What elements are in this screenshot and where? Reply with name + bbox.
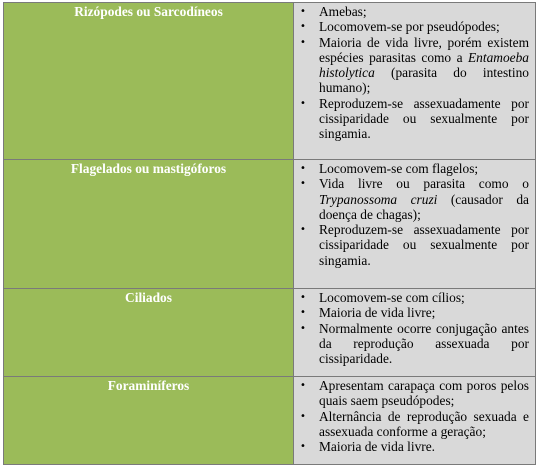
- list-item: • Vida livre ou parasita como o Trypanossoma cruzi (causador da doença de chagas);: [300, 176, 529, 222]
- list-item: • Locomovem-se por pseudópodes;: [300, 19, 500, 35]
- bullet-icon: •: [300, 410, 306, 422]
- traits-cell: [294, 3, 536, 160]
- list-item: • Maioria de vida livre.: [300, 439, 436, 455]
- bullet-icon: •: [300, 380, 306, 391]
- bullet-icon: •: [300, 163, 306, 174]
- list-item: • Reproduzem-se assexuadamente por cissiparidade ou sexualmente por singamia.: [300, 222, 529, 268]
- protozoa-table: [3, 2, 536, 465]
- list-item: • Locomovem-se com flagelos;: [300, 161, 479, 176]
- list-item: • Amebas;: [300, 4, 367, 19]
- table-row: [4, 377, 536, 465]
- group-name: Foraminíferos: [107, 378, 190, 393]
- bullet-icon: •: [300, 224, 306, 236]
- bullet-icon: •: [300, 292, 306, 303]
- table-row: [4, 289, 536, 377]
- bullet-icon: •: [300, 6, 306, 17]
- bullet-icon: •: [300, 441, 306, 453]
- traits-list: [298, 378, 529, 454]
- list-item: • Maioria de vida livre, porém existem espécies parasitas como a Entamoeba histolytica (parasita do intestino humano);: [300, 34, 529, 96]
- table-row: [4, 3, 536, 160]
- list-item: • Normalmente ocorre conjugação antes da reprodução assexuada por cissiparidade.: [300, 320, 529, 367]
- species-name: Entamoeba histolytica: [319, 49, 529, 81]
- traits-list: [298, 290, 529, 366]
- group-cell: [4, 3, 294, 160]
- list-item: • Locomovem-se com cílios;: [300, 290, 465, 305]
- bullet-icon: •: [300, 36, 306, 48]
- group-name: Flagelados ou mastigóforos: [70, 161, 227, 176]
- group-name: Rizópodes ou Sarcodíneos: [74, 4, 223, 19]
- bullet-icon: •: [300, 97, 306, 109]
- traits-list: [298, 4, 529, 142]
- table-row: [4, 160, 536, 289]
- group-cell: [4, 160, 294, 289]
- bullet-icon: •: [300, 322, 306, 334]
- list-item: • Alternância de reprodução sexuada e assexuada conforme a geração;: [300, 408, 529, 439]
- species-name: Trypanossoma cruzi: [319, 191, 438, 207]
- group-cell: [4, 289, 294, 377]
- list-item: • Apresentam carapaça com poros pelos quais saem pseudópodes;: [300, 378, 529, 409]
- list-item: • Reproduzem-se assexuadamente por cissiparidade ou sexualmente por singamia.: [300, 95, 529, 142]
- traits-cell: [294, 377, 536, 465]
- bullet-icon: •: [300, 178, 306, 190]
- traits-list: [298, 161, 529, 268]
- bullet-icon: •: [300, 307, 306, 319]
- bullet-icon: •: [300, 21, 306, 33]
- group-cell: [4, 377, 294, 465]
- list-item: • Maioria de vida livre;: [300, 305, 436, 321]
- traits-cell: [294, 289, 536, 377]
- traits-cell: [294, 160, 536, 289]
- group-name: Ciliados: [125, 290, 172, 305]
